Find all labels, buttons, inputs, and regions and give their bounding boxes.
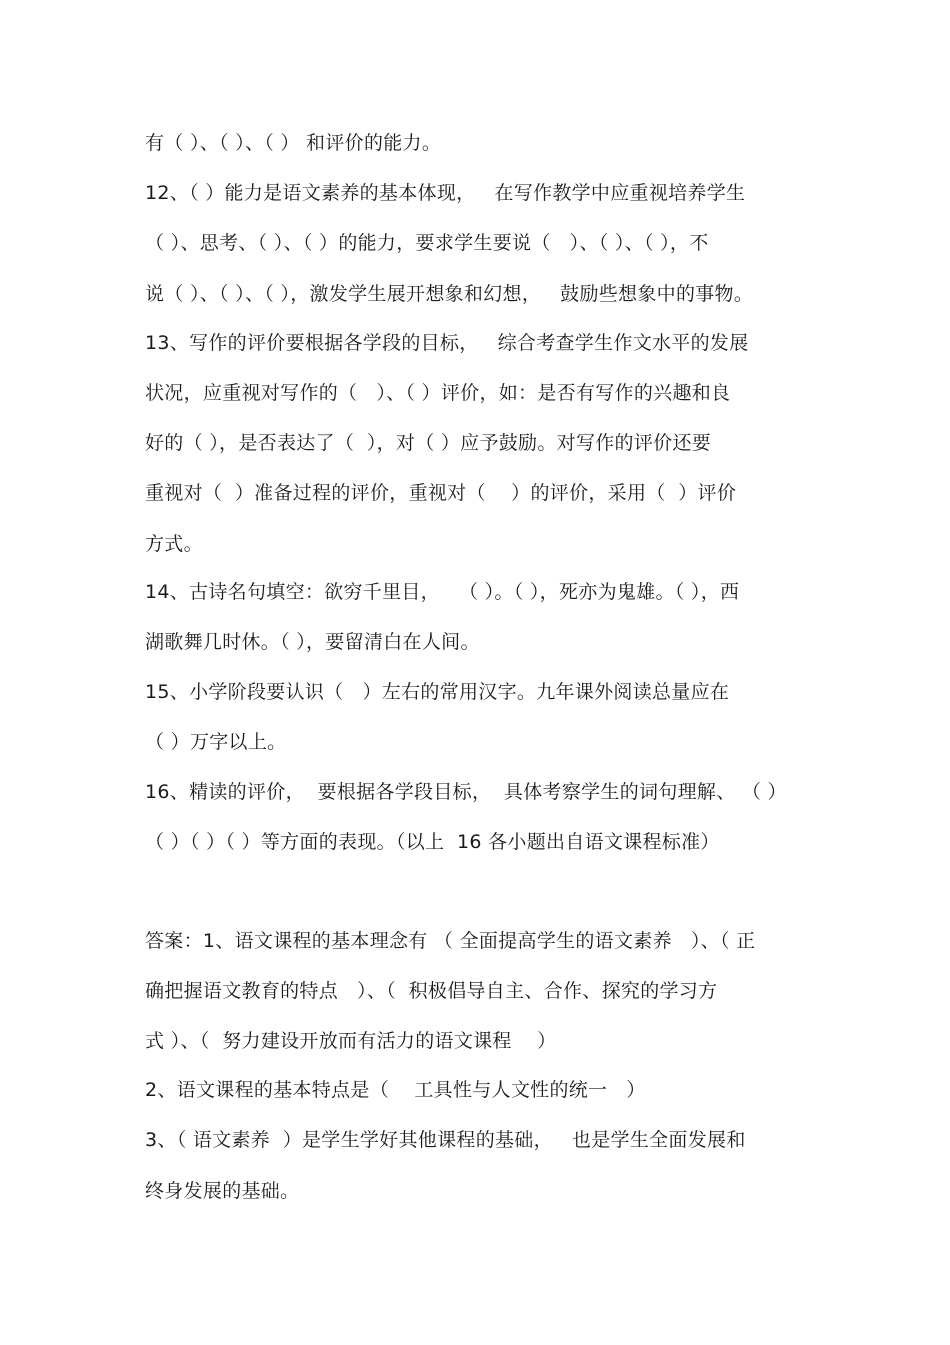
answer-line: 确把握语文教育的特点 ）、（ 积极倡导自主、合作、探究的学习方 (145, 980, 718, 1002)
text-line: （ ）万字以上。 (145, 731, 287, 753)
text-line: 方式。 (145, 533, 203, 555)
text-line: （ ）、思考、（ ）、（ ）的能力，要求学生要说（ ）、（ ）、（ ），不 (145, 232, 709, 254)
text-line: 16、精读的评价， 要根据各学段目标， 具体考察学生的词句理解、 （ ） (145, 781, 787, 803)
text-line: 状况，应重视对写作的（ ）、（ ）评价，如：是否有写作的兴趣和良 (145, 382, 731, 404)
answer-line: 2、语文课程的基本特点是（ 工具性与人文性的统一 ） (145, 1079, 646, 1101)
text-line: 12、（ ）能力是语文素养的基本体现， 在写作教学中应重视培养学生 (145, 182, 746, 204)
answer-line: 答案：1、语文课程的基本理念有 （ 全面提高学生的语文素养 ）、（ 正 (145, 930, 756, 952)
answer-line: 式 ）、（ 努力建设开放而有活力的语文课程 ） (145, 1030, 557, 1052)
text-line: 14、古诗名句填空：欲穷千里目， （ ）。（ ），死亦为鬼雄。（ ），西 (145, 581, 740, 603)
answer-line: 3、（ 语文素养 ）是学生学好其他课程的基础， 也是学生全面发展和 (145, 1129, 746, 1151)
answer-line: 终身发展的基础。 (145, 1180, 300, 1202)
text-line: （ ）（ ）（ ）等方面的表现。（以上 16 各小题出自语文课程标准） (145, 831, 720, 853)
text-line: 好的（ ），是否表达了（ ），对（ ）应予鼓励。对写作的评价还要 (145, 432, 712, 454)
text-line: 15、小学阶段要认识（ ）左右的常用汉字。九年课外阅读总量应在 (145, 681, 730, 703)
text-line: 说（ ）、（ ）、（ ），激发学生展开想象和幻想， 鼓励些想象中的事物。 (145, 283, 754, 305)
text-line: 重视对（ ）准备过程的评价，重视对（ ）的评价，采用（ ）评价 (145, 482, 737, 504)
text-line: 有（ ）、（ ）、（ ） 和评价的能力。 (145, 132, 442, 154)
text-line: 湖歌舞几时休。（ ），要留清白在人间。 (145, 631, 480, 653)
text-line: 13、写作的评价要根据各学段的目标， 综合考查学生作文水平的发展 (145, 332, 749, 354)
